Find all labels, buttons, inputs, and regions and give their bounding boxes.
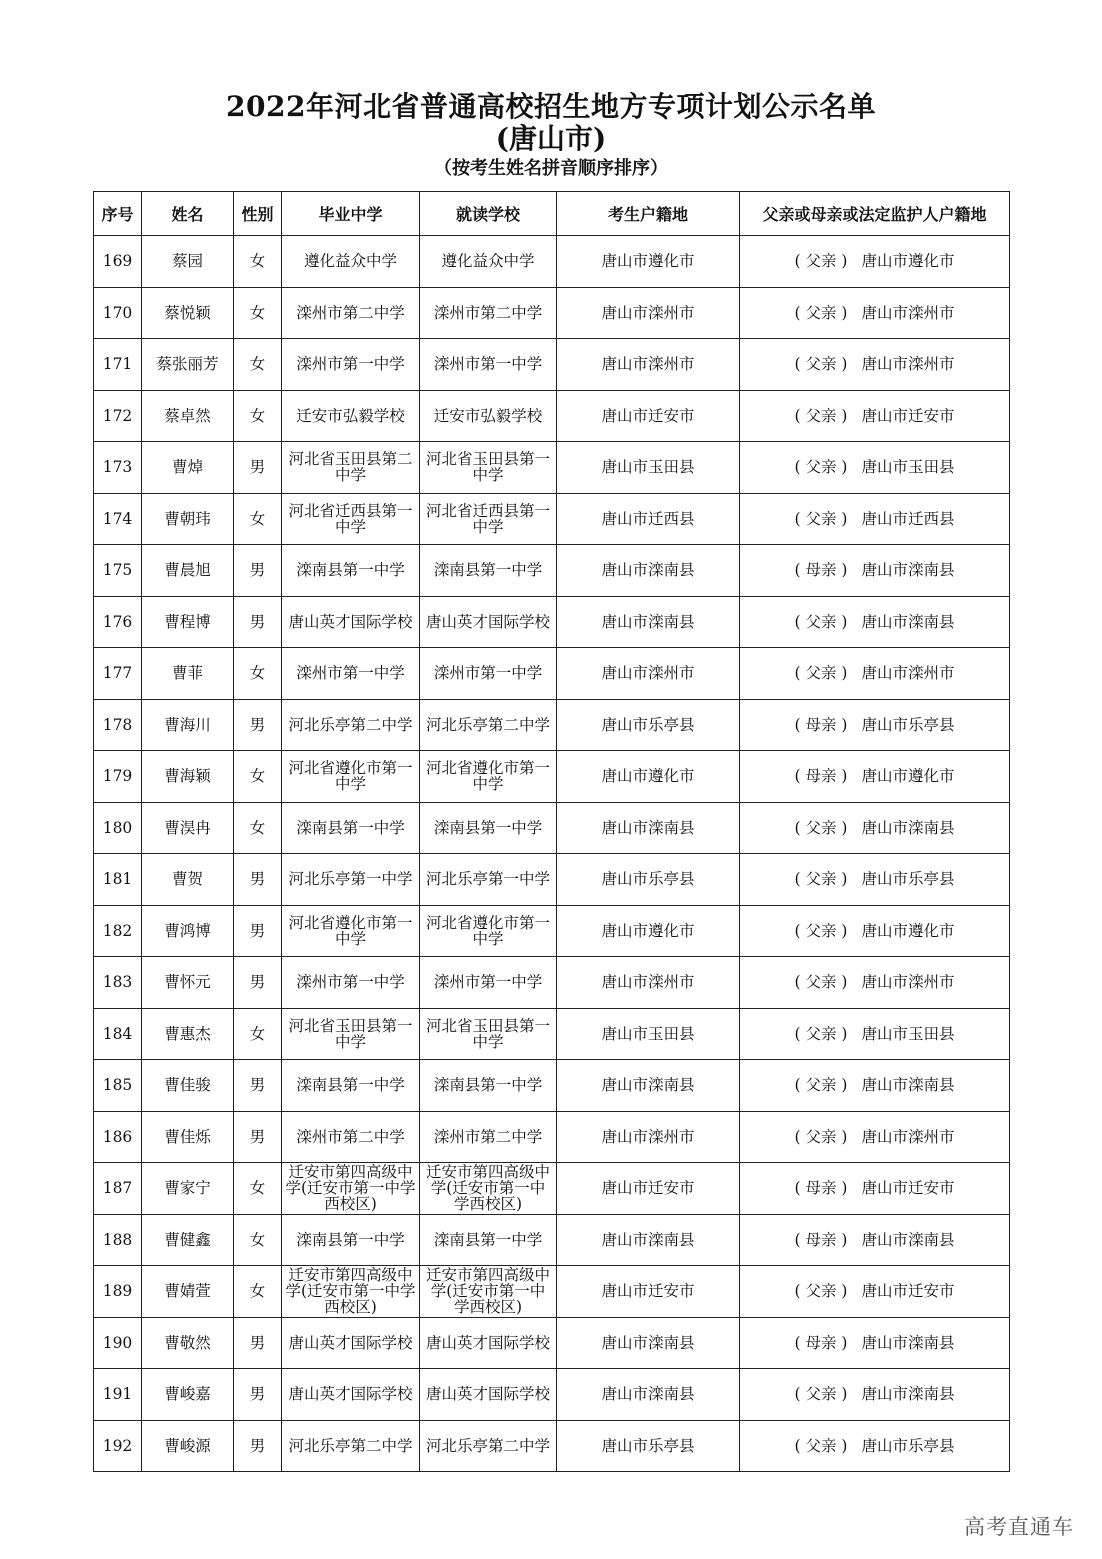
- guardian-relation: ( 父亲 ): [794, 303, 848, 322]
- document-title: 2022年河北省普通高校招生地方专项计划公示名单: [226, 90, 876, 123]
- guardian-hukou-value: 唐山市乐亭县: [861, 870, 955, 889]
- cell-no: 169: [94, 236, 142, 288]
- cell-grad-school: 河北省迁西县第一中学: [282, 493, 420, 545]
- cell-hukou: 唐山市滦州市: [557, 287, 740, 339]
- document-header: [0, 90, 1102, 182]
- guardian-relation: ( 父亲 ): [794, 973, 848, 992]
- sort-note: （按考生姓名拼音顺序排序）: [434, 158, 668, 179]
- table-row: [94, 493, 1010, 545]
- table-row: [94, 1266, 1010, 1318]
- cell-guardian-hukou: [740, 339, 1010, 391]
- cell-hukou: 唐山市滦南县: [557, 545, 740, 597]
- cell-name: 蔡卓然: [142, 390, 234, 442]
- cell-hukou: 唐山市滦州市: [557, 648, 740, 700]
- cell-guardian-hukou: [740, 1266, 1010, 1318]
- cell-no: 181: [94, 854, 142, 906]
- guardian-relation: ( 父亲 ): [794, 1024, 848, 1043]
- cell-no: 172: [94, 390, 142, 442]
- guardian-relation: ( 母亲 ): [794, 1179, 848, 1198]
- cell-guardian-hukou: [740, 1008, 1010, 1060]
- cell-grad-school: 河北乐亭第二中学: [282, 699, 420, 751]
- cell-current-school: 滦南县第一中学: [420, 545, 557, 597]
- cell-gender: 男: [234, 957, 282, 1009]
- cell-gender: 女: [234, 236, 282, 288]
- cell-grad-school: 唐山英才国际学校: [282, 596, 420, 648]
- guardian-relation: ( 父亲 ): [794, 818, 848, 837]
- guardian-relation: ( 父亲 ): [794, 509, 848, 528]
- cell-grad-school: 滦州市第一中学: [282, 957, 420, 1009]
- cell-name: 曹程博: [142, 596, 234, 648]
- cell-no: 175: [94, 545, 142, 597]
- cell-gender: 男: [234, 1060, 282, 1112]
- guardian-hukou-value: 唐山市遵化市: [861, 767, 955, 786]
- cell-grad-school: 滦州市第二中学: [282, 287, 420, 339]
- cell-name: 曹菲: [142, 648, 234, 700]
- cell-no: 183: [94, 957, 142, 1009]
- cell-hukou: 唐山市乐亭县: [557, 854, 740, 906]
- cell-name: 蔡园: [142, 236, 234, 288]
- cell-hukou: 唐山市迁安市: [557, 390, 740, 442]
- table-row: [94, 596, 1010, 648]
- cell-current-school: 滦南县第一中学: [420, 1214, 557, 1266]
- cell-grad-school: 迁安市第四高级中学(迁安市第一中学西校区): [282, 1266, 420, 1318]
- cell-current-school: 河北省玉田县第一中学: [420, 1008, 557, 1060]
- cell-name: 曹惠杰: [142, 1008, 234, 1060]
- table-row: [94, 905, 1010, 957]
- header-no: 序号: [94, 192, 142, 236]
- cell-name: 曹健鑫: [142, 1214, 234, 1266]
- guardian-hukou-value: 唐山市遵化市: [861, 921, 955, 940]
- cell-guardian-hukou: [740, 957, 1010, 1009]
- cell-hukou: 唐山市滦南县: [557, 1214, 740, 1266]
- guardian-relation: ( 父亲 ): [794, 252, 848, 271]
- guardian-hukou-value: 唐山市滦南县: [861, 818, 955, 837]
- cell-grad-school: 滦州市第一中学: [282, 339, 420, 391]
- cell-current-school: 唐山英才国际学校: [420, 1317, 557, 1369]
- cell-hukou: 唐山市滦州市: [557, 957, 740, 1009]
- cell-gender: 女: [234, 1214, 282, 1266]
- table-body: [94, 236, 1010, 1472]
- cell-gender: 女: [234, 648, 282, 700]
- cell-grad-school: 遵化益众中学: [282, 236, 420, 288]
- guardian-relation: ( 父亲 ): [794, 406, 848, 425]
- cell-current-school: 滦州市第一中学: [420, 648, 557, 700]
- table-row: [94, 1214, 1010, 1266]
- cell-gender: 男: [234, 545, 282, 597]
- cell-grad-school: 迁安市第四高级中学(迁安市第一中学西校区): [282, 1163, 420, 1215]
- cell-grad-school: 河北省玉田县第二中学: [282, 442, 420, 494]
- cell-guardian-hukou: [740, 1420, 1010, 1472]
- cell-guardian-hukou: [740, 1111, 1010, 1163]
- cell-guardian-hukou: [740, 287, 1010, 339]
- table-row: [94, 699, 1010, 751]
- cell-hukou: 唐山市玉田县: [557, 1008, 740, 1060]
- cell-gender: 女: [234, 493, 282, 545]
- guardian-hukou-value: 唐山市迁安市: [861, 1282, 955, 1301]
- cell-no: 177: [94, 648, 142, 700]
- guardian-hukou-value: 唐山市滦州市: [861, 355, 955, 374]
- header-row: [94, 192, 1010, 236]
- document-subtitle: (唐山市): [495, 122, 607, 155]
- cell-current-school: 唐山英才国际学校: [420, 1369, 557, 1421]
- admission-roster-table: [93, 191, 1010, 1472]
- cell-gender: 男: [234, 1369, 282, 1421]
- cell-gender: 女: [234, 751, 282, 803]
- cell-guardian-hukou: [740, 699, 1010, 751]
- cell-no: 178: [94, 699, 142, 751]
- cell-no: 189: [94, 1266, 142, 1318]
- guardian-hukou-value: 唐山市迁安市: [861, 1179, 955, 1198]
- guardian-relation: ( 母亲 ): [794, 715, 848, 734]
- guardian-hukou-value: 唐山市滦州市: [861, 1127, 955, 1146]
- cell-guardian-hukou: [740, 390, 1010, 442]
- cell-name: 蔡张丽芳: [142, 339, 234, 391]
- guardian-hukou-value: 唐山市滦南县: [861, 1333, 955, 1352]
- cell-no: 171: [94, 339, 142, 391]
- cell-current-school: 滦州市第一中学: [420, 957, 557, 1009]
- header-current-school: 就读学校: [420, 192, 557, 236]
- table-row: [94, 751, 1010, 803]
- cell-gender: 女: [234, 339, 282, 391]
- table-row: [94, 854, 1010, 906]
- cell-gender: 女: [234, 802, 282, 854]
- cell-name: 曹鸿博: [142, 905, 234, 957]
- cell-current-school: 滦南县第一中学: [420, 802, 557, 854]
- cell-gender: 女: [234, 390, 282, 442]
- cell-name: 曹家宁: [142, 1163, 234, 1215]
- cell-grad-school: 河北乐亭第二中学: [282, 1420, 420, 1472]
- cell-guardian-hukou: [740, 545, 1010, 597]
- cell-gender: 男: [234, 442, 282, 494]
- cell-hukou: 唐山市乐亭县: [557, 699, 740, 751]
- table-row: [94, 802, 1010, 854]
- cell-grad-school: 河北省玉田县第一中学: [282, 1008, 420, 1060]
- cell-current-school: 河北省遵化市第一中学: [420, 905, 557, 957]
- cell-current-school: 滦州市第一中学: [420, 339, 557, 391]
- table-row: [94, 1008, 1010, 1060]
- cell-name: 曹峻源: [142, 1420, 234, 1472]
- cell-gender: 男: [234, 1111, 282, 1163]
- header-hukou: 考生户籍地: [557, 192, 740, 236]
- cell-no: 185: [94, 1060, 142, 1112]
- cell-hukou: 唐山市滦南县: [557, 1317, 740, 1369]
- cell-current-school: 河北乐亭第二中学: [420, 1420, 557, 1472]
- cell-gender: 女: [234, 287, 282, 339]
- guardian-relation: ( 父亲 ): [794, 921, 848, 940]
- guardian-hukou-value: 唐山市玉田县: [861, 458, 955, 477]
- guardian-relation: ( 父亲 ): [794, 612, 848, 631]
- table-row: [94, 1163, 1010, 1215]
- cell-no: 173: [94, 442, 142, 494]
- cell-current-school: 滦州市第二中学: [420, 287, 557, 339]
- watermark: 高考直通车: [964, 1515, 1074, 1539]
- cell-name: 曹贺: [142, 854, 234, 906]
- cell-current-school: 河北乐亭第二中学: [420, 699, 557, 751]
- guardian-relation: ( 父亲 ): [794, 1282, 848, 1301]
- cell-current-school: 河北省玉田县第一中学: [420, 442, 557, 494]
- guardian-hukou-value: 唐山市遵化市: [861, 252, 955, 271]
- cell-no: 182: [94, 905, 142, 957]
- guardian-hukou-value: 唐山市滦南县: [861, 1230, 955, 1249]
- table-row: [94, 236, 1010, 288]
- cell-name: 蔡悦颖: [142, 287, 234, 339]
- cell-name: 曹晨旭: [142, 545, 234, 597]
- cell-current-school: 河北乐亭第一中学: [420, 854, 557, 906]
- cell-no: 180: [94, 802, 142, 854]
- cell-no: 192: [94, 1420, 142, 1472]
- cell-guardian-hukou: [740, 905, 1010, 957]
- guardian-hukou-value: 唐山市滦南县: [861, 561, 955, 580]
- guardian-hukou-value: 唐山市迁西县: [861, 509, 955, 528]
- cell-no: 191: [94, 1369, 142, 1421]
- cell-current-school: 迁安市第四高级中学(迁安市第一中学西校区): [420, 1266, 557, 1318]
- cell-name: 曹佳骏: [142, 1060, 234, 1112]
- guardian-relation: ( 父亲 ): [794, 1436, 848, 1455]
- cell-hukou: 唐山市滦南县: [557, 802, 740, 854]
- cell-grad-school: 滦南县第一中学: [282, 545, 420, 597]
- cell-name: 曹朝玮: [142, 493, 234, 545]
- cell-name: 曹淏冉: [142, 802, 234, 854]
- table-row: [94, 339, 1010, 391]
- cell-hukou: 唐山市玉田县: [557, 442, 740, 494]
- cell-hukou: 唐山市滦南县: [557, 596, 740, 648]
- cell-grad-school: 滦南县第一中学: [282, 1060, 420, 1112]
- cell-current-school: 滦南县第一中学: [420, 1060, 557, 1112]
- guardian-hukou-value: 唐山市滦南县: [861, 1385, 955, 1404]
- cell-no: 170: [94, 287, 142, 339]
- cell-grad-school: 唐山英才国际学校: [282, 1317, 420, 1369]
- table-row: [94, 1060, 1010, 1112]
- cell-hukou: 唐山市滦州市: [557, 339, 740, 391]
- cell-guardian-hukou: [740, 648, 1010, 700]
- guardian-hukou-value: 唐山市滦州市: [861, 303, 955, 322]
- guardian-hukou-value: 唐山市滦南县: [861, 1076, 955, 1095]
- cell-gender: 男: [234, 905, 282, 957]
- table-row: [94, 1317, 1010, 1369]
- table-header: [94, 192, 1010, 236]
- cell-no: 176: [94, 596, 142, 648]
- guardian-hukou-value: 唐山市乐亭县: [861, 715, 955, 734]
- cell-gender: 男: [234, 596, 282, 648]
- cell-gender: 男: [234, 699, 282, 751]
- table-row: [94, 1369, 1010, 1421]
- cell-grad-school: 河北省遵化市第一中学: [282, 905, 420, 957]
- cell-guardian-hukou: [740, 854, 1010, 906]
- guardian-hukou-value: 唐山市滦州市: [861, 973, 955, 992]
- header-name: 姓名: [142, 192, 234, 236]
- cell-grad-school: 河北乐亭第一中学: [282, 854, 420, 906]
- cell-guardian-hukou: [740, 1317, 1010, 1369]
- cell-guardian-hukou: [740, 236, 1010, 288]
- cell-hukou: 唐山市迁安市: [557, 1163, 740, 1215]
- cell-hukou: 唐山市滦州市: [557, 1111, 740, 1163]
- cell-hukou: 唐山市迁西县: [557, 493, 740, 545]
- cell-no: 188: [94, 1214, 142, 1266]
- guardian-hukou-value: 唐山市迁安市: [861, 406, 955, 425]
- cell-guardian-hukou: [740, 1369, 1010, 1421]
- cell-no: 190: [94, 1317, 142, 1369]
- table-row: [94, 1111, 1010, 1163]
- cell-gender: 男: [234, 854, 282, 906]
- cell-name: 曹峻嘉: [142, 1369, 234, 1421]
- guardian-relation: ( 父亲 ): [794, 1076, 848, 1095]
- cell-no: 174: [94, 493, 142, 545]
- guardian-hukou-value: 唐山市滦南县: [861, 612, 955, 631]
- cell-name: 曹怀元: [142, 957, 234, 1009]
- cell-guardian-hukou: [740, 802, 1010, 854]
- cell-name: 曹佳烁: [142, 1111, 234, 1163]
- table-row: [94, 1420, 1010, 1472]
- header-grad-school: 毕业中学: [282, 192, 420, 236]
- guardian-relation: ( 母亲 ): [794, 1333, 848, 1352]
- cell-gender: 女: [234, 1266, 282, 1318]
- cell-hukou: 唐山市遵化市: [557, 905, 740, 957]
- cell-grad-school: 河北省遵化市第一中学: [282, 751, 420, 803]
- cell-guardian-hukou: [740, 596, 1010, 648]
- header-gender: 性别: [234, 192, 282, 236]
- table-row: [94, 390, 1010, 442]
- cell-grad-school: 滦州市第一中学: [282, 648, 420, 700]
- cell-current-school: 遵化益众中学: [420, 236, 557, 288]
- cell-current-school: 唐山英才国际学校: [420, 596, 557, 648]
- cell-gender: 女: [234, 1008, 282, 1060]
- cell-hukou: 唐山市遵化市: [557, 751, 740, 803]
- cell-name: 曹海川: [142, 699, 234, 751]
- guardian-hukou-value: 唐山市玉田县: [861, 1024, 955, 1043]
- cell-current-school: 滦州市第二中学: [420, 1111, 557, 1163]
- guardian-relation: ( 母亲 ): [794, 767, 848, 786]
- guardian-relation: ( 父亲 ): [794, 664, 848, 683]
- table-row: [94, 648, 1010, 700]
- table-row: [94, 442, 1010, 494]
- cell-current-school: 迁安市弘毅学校: [420, 390, 557, 442]
- cell-hukou: 唐山市遵化市: [557, 236, 740, 288]
- cell-name: 曹敬然: [142, 1317, 234, 1369]
- cell-hukou: 唐山市滦南县: [557, 1060, 740, 1112]
- guardian-relation: ( 母亲 ): [794, 1230, 848, 1249]
- cell-no: 187: [94, 1163, 142, 1215]
- guardian-relation: ( 父亲 ): [794, 1385, 848, 1404]
- cell-current-school: 河北省遵化市第一中学: [420, 751, 557, 803]
- cell-gender: 女: [234, 1163, 282, 1215]
- cell-hukou: 唐山市乐亭县: [557, 1420, 740, 1472]
- guardian-relation: ( 父亲 ): [794, 355, 848, 374]
- guardian-relation: ( 母亲 ): [794, 561, 848, 580]
- guardian-relation: ( 父亲 ): [794, 870, 848, 889]
- cell-grad-school: 迁安市弘毅学校: [282, 390, 420, 442]
- cell-guardian-hukou: [740, 1060, 1010, 1112]
- cell-current-school: 河北省迁西县第一中学: [420, 493, 557, 545]
- guardian-relation: ( 父亲 ): [794, 1127, 848, 1146]
- cell-no: 179: [94, 751, 142, 803]
- cell-guardian-hukou: [740, 1163, 1010, 1215]
- cell-no: 184: [94, 1008, 142, 1060]
- cell-guardian-hukou: [740, 1214, 1010, 1266]
- cell-no: 186: [94, 1111, 142, 1163]
- cell-hukou: 唐山市滦南县: [557, 1369, 740, 1421]
- guardian-relation: ( 父亲 ): [794, 458, 848, 477]
- cell-gender: 男: [234, 1420, 282, 1472]
- cell-grad-school: 滦南县第一中学: [282, 1214, 420, 1266]
- cell-guardian-hukou: [740, 493, 1010, 545]
- header-guardian-hukou: 父亲或母亲或法定监护人户籍地: [740, 192, 1010, 236]
- cell-guardian-hukou: [740, 751, 1010, 803]
- guardian-hukou-value: 唐山市滦州市: [861, 664, 955, 683]
- table-row: [94, 545, 1010, 597]
- table-row: [94, 957, 1010, 1009]
- cell-hukou: 唐山市迁安市: [557, 1266, 740, 1318]
- cell-guardian-hukou: [740, 442, 1010, 494]
- cell-gender: 男: [234, 1317, 282, 1369]
- cell-name: 曹焯: [142, 442, 234, 494]
- cell-grad-school: 唐山英才国际学校: [282, 1369, 420, 1421]
- guardian-hukou-value: 唐山市乐亭县: [861, 1436, 955, 1455]
- cell-grad-school: 滦州市第二中学: [282, 1111, 420, 1163]
- cell-name: 曹海颖: [142, 751, 234, 803]
- cell-grad-school: 滦南县第一中学: [282, 802, 420, 854]
- table-row: [94, 287, 1010, 339]
- cell-name: 曹婧萱: [142, 1266, 234, 1318]
- cell-current-school: 迁安市第四高级中学(迁安市第一中学西校区): [420, 1163, 557, 1215]
